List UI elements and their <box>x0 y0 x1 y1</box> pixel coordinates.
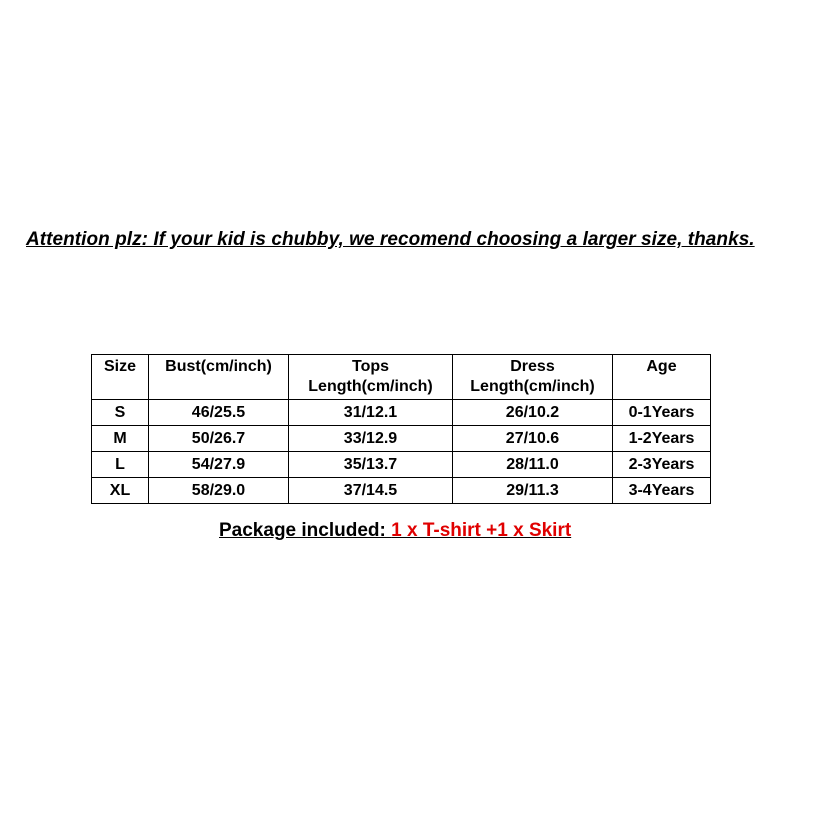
cell-age: 1-2Years <box>613 426 711 452</box>
table-header-row <box>92 355 711 400</box>
cell-bust: 50/26.7 <box>149 426 289 452</box>
header-age: Age <box>613 355 711 400</box>
header-dress-line1: Dress <box>510 358 555 375</box>
package-label: Package included: <box>219 520 392 541</box>
table-row <box>92 452 711 478</box>
table-row <box>92 400 711 426</box>
cell-tops: 31/12.1 <box>289 400 453 426</box>
header-bust: Bust(cm/inch) <box>149 355 289 400</box>
cell-tops: 33/12.9 <box>289 426 453 452</box>
cell-size: L <box>92 452 149 478</box>
cell-tops: 37/14.5 <box>289 478 453 504</box>
cell-bust: 58/29.0 <box>149 478 289 504</box>
package-included-line <box>219 520 571 542</box>
header-dress-length <box>453 355 613 400</box>
table-row <box>92 426 711 452</box>
cell-age: 0-1Years <box>613 400 711 426</box>
cell-size: S <box>92 400 149 426</box>
attention-notice: Attention plz: If your kid is chubby, we recomend choosing a larger size, thanks. <box>26 229 755 250</box>
cell-tops: 35/13.7 <box>289 452 453 478</box>
cell-dress: 28/11.0 <box>453 452 613 478</box>
table-row <box>92 478 711 504</box>
cell-bust: 54/27.9 <box>149 452 289 478</box>
cell-bust: 46/25.5 <box>149 400 289 426</box>
cell-size: M <box>92 426 149 452</box>
cell-dress: 29/11.3 <box>453 478 613 504</box>
cell-dress: 27/10.6 <box>453 426 613 452</box>
header-tops-line1: Tops <box>351 358 390 375</box>
cell-size: XL <box>92 478 149 504</box>
cell-age: 2-3Years <box>613 452 711 478</box>
header-tops-length <box>289 355 453 400</box>
package-contents: 1 x T-shirt +1 x Skirt <box>391 520 572 541</box>
cell-dress: 26/10.2 <box>453 400 613 426</box>
header-size: Size <box>92 355 149 400</box>
header-tops-line2: Length(cm/inch) <box>308 378 433 395</box>
cell-age: 3-4Years <box>613 478 711 504</box>
header-dress-line2: Length(cm/inch) <box>470 378 595 395</box>
size-chart-table <box>91 354 711 504</box>
